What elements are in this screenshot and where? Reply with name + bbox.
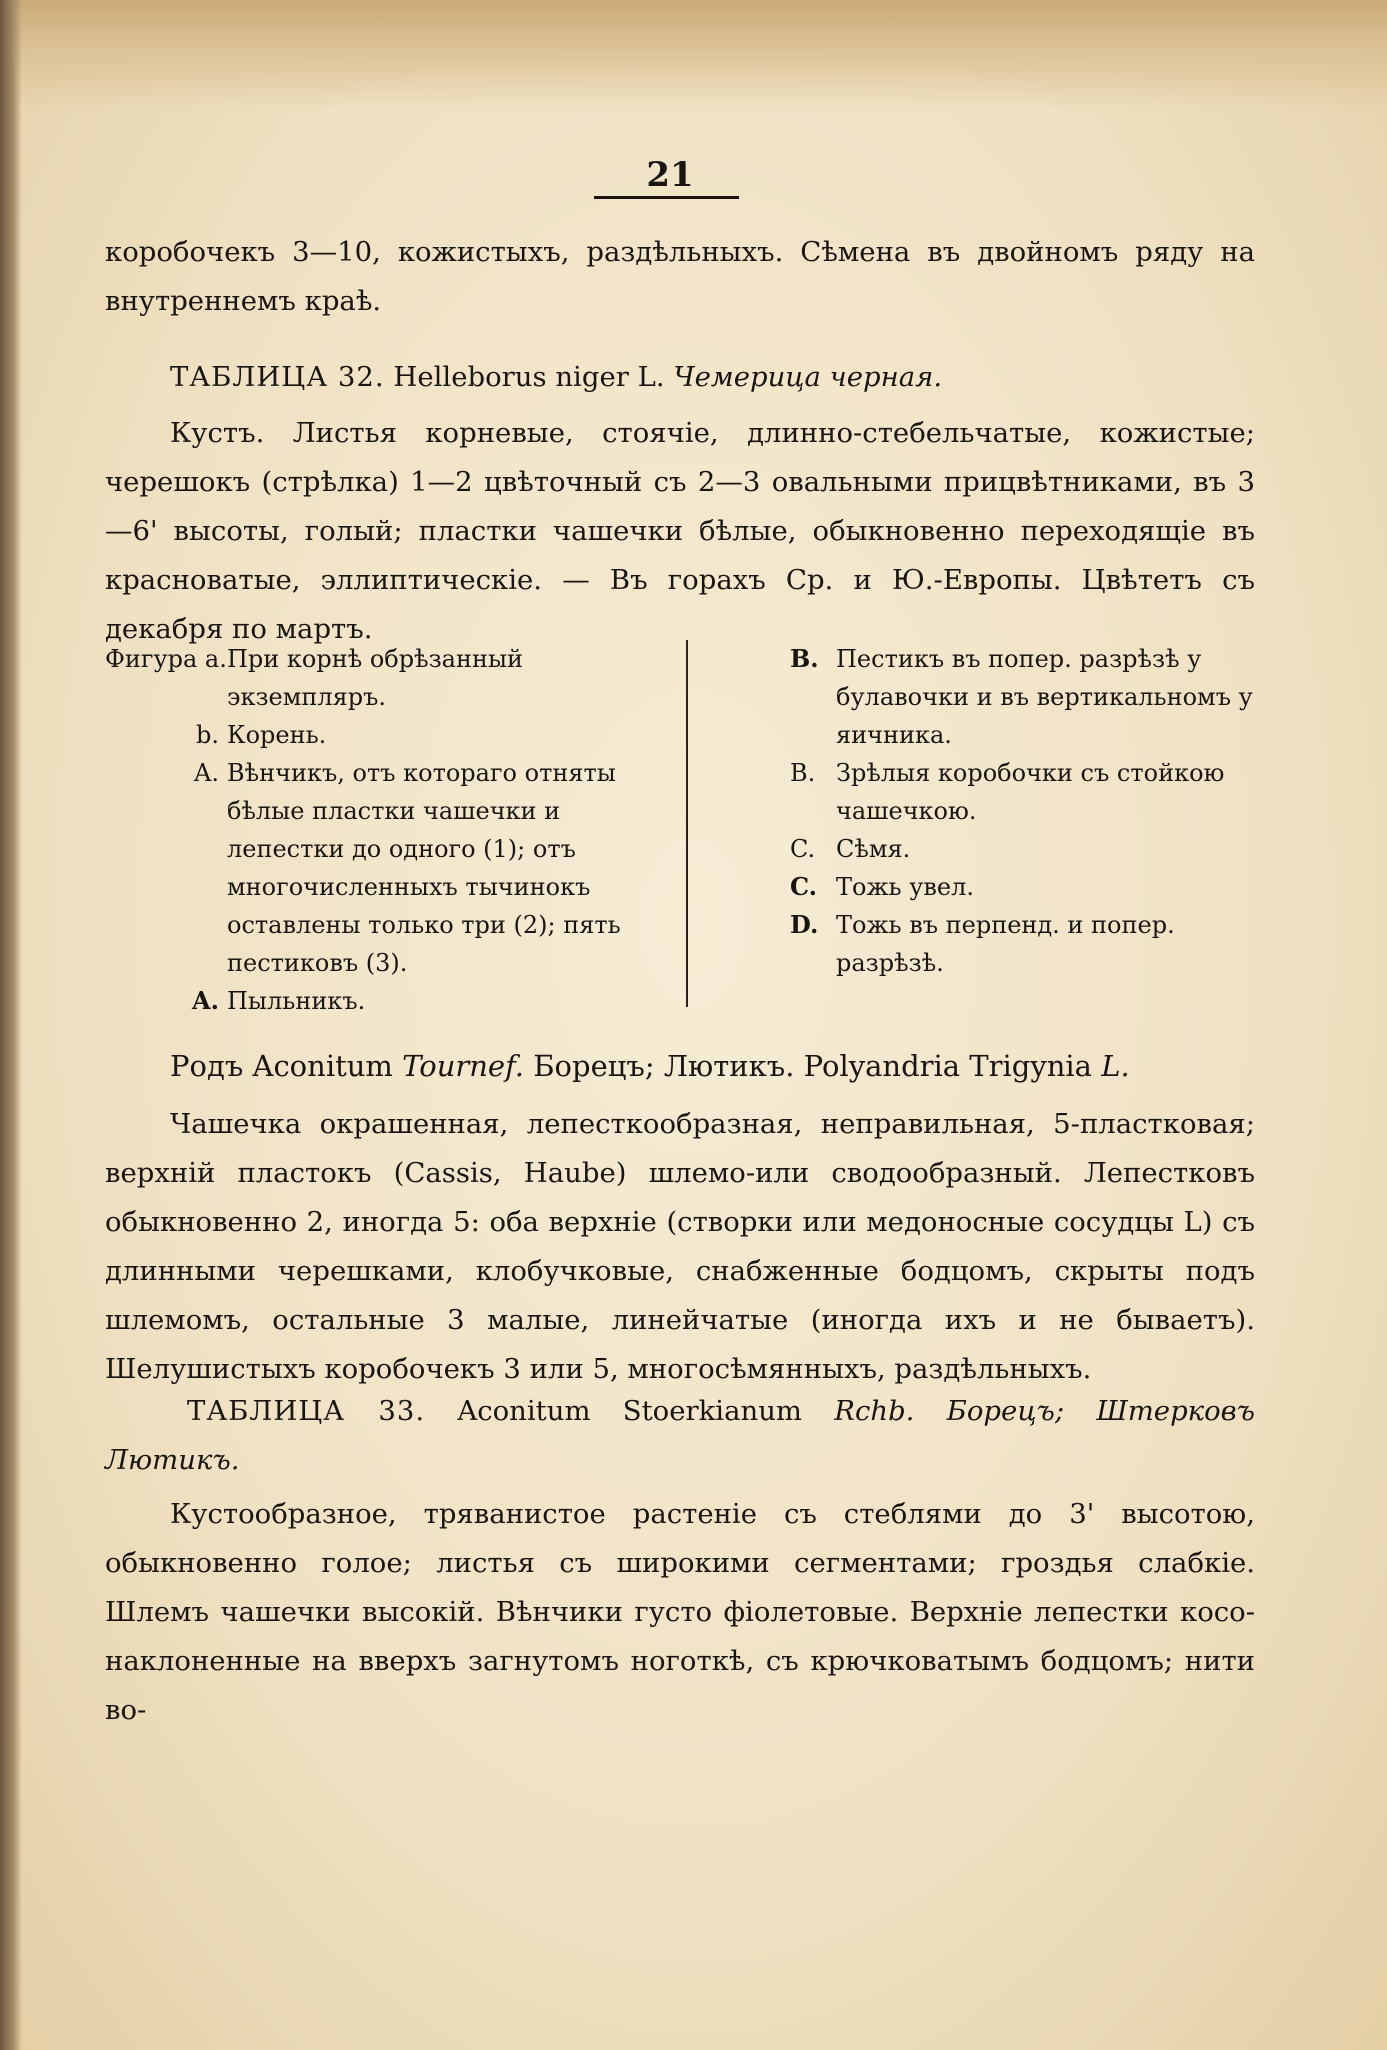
figure-item: C. Тожь увел. [790,872,974,901]
column-divider [686,640,688,1007]
genus-description: Чашечка окрашенная, лепесткообразная, неправильная, 5-пластковая; верхній пластокъ (Cassis, Haube) шлемо-или сводообразный. Лепестковъ обыкновенно 2, иногда 5: оба верхніе (створки или медоносные сосудцы L) съ длинными черешками, клобучковые, снабженные бодцомъ, скрыты подъ шлемомъ, остальные 3 малые, линейчатые (иногда ихъ и не бываетъ). Шелушистыхъ коробочекъ 3 или 5, многосѣмянныхъ, раздѣльныхъ. [105,1108,1255,1385]
figure-item: b. Корень. [196,721,327,749]
table-32-label: ТАБЛИЦА 32. [170,361,385,393]
table-32-heading [170,353,1250,402]
page-binding [0,0,22,2050]
table-32-russian: Чемерица черная. [673,361,943,393]
figures-left-column [105,640,673,1020]
figure-item: C. Сѣмя. [790,835,911,863]
genus-heading: Родъ Aconitum Tournef. Борецъ; Лютикъ. Polyandria Trigynia L. [170,1049,1130,1083]
figure-item: B. Пестикъ въ попер. разрѣзѣ у булавочки и въ вертикальномъ у яичника. [790,644,1253,749]
table-32-description: Кустъ. Листья корневые, стоячіе, длинно-стебельчатые, кожистые; черешокъ (стрѣлка) 1—2 цвѣточный съ 2—3 овальными прицвѣтниками, въ 3—6' высоты, голый; пластки чашечки бѣлые, обыкновенно переходящіе въ красноватые, эллиптическіе. — Въ горахъ Ср. и Ю.-Европы. Цвѣтетъ съ декабря по мартъ. [105,417,1255,645]
figure-item: Фигура a. При корнѣ обрѣзанный экземпляръ. [105,645,524,711]
intro-paragraph: коробочекъ 3—10, кожистыхъ, раздѣльныхъ. Сѣмена въ двойномъ ряду на внутреннемъ краѣ. [105,236,1255,317]
figure-item: D. Тожь въ перпенд. и попер. разрѣзѣ. [790,910,1175,977]
table-32-latin: Helleborus niger L. [393,361,665,393]
table-33-heading: ТАБЛИЦА 33. Aconitum Stoerkianum Rchb. Борецъ; Штерковъ Лютикъ. [105,1395,1255,1476]
figure-item: A. Вѣнчикъ, отъ котораго отняты бѣлые пластки чашечки и лепестки до одного (1); отъ многочисленныхъ тычинокъ оставлены только три (2); пять пестиковъ (3). [194,759,621,977]
page-edge [0,0,1387,110]
figure-item: A. Пыльникъ. [192,986,366,1015]
header-rule [594,196,739,199]
page-number: 21 [646,155,694,195]
figures-right-column [790,640,1260,982]
figure-item: B. Зрѣлыя коробочки съ стойкою чашечкою. [790,759,1225,825]
table-33-description: Кустообразное, тряванистое растеніе съ стеблями до 3' высотою, обыкновенно голое; листья съ широкими сегментами; гроздья слабкіе. Шлемъ чашечки высокій. Вѣнчики густо фіолетовые. Верхніе лепестки косо-наклоненные на вверхъ загнутомъ ноготкѣ, съ крючковатымъ бодцомъ; нити во- [105,1498,1255,1726]
